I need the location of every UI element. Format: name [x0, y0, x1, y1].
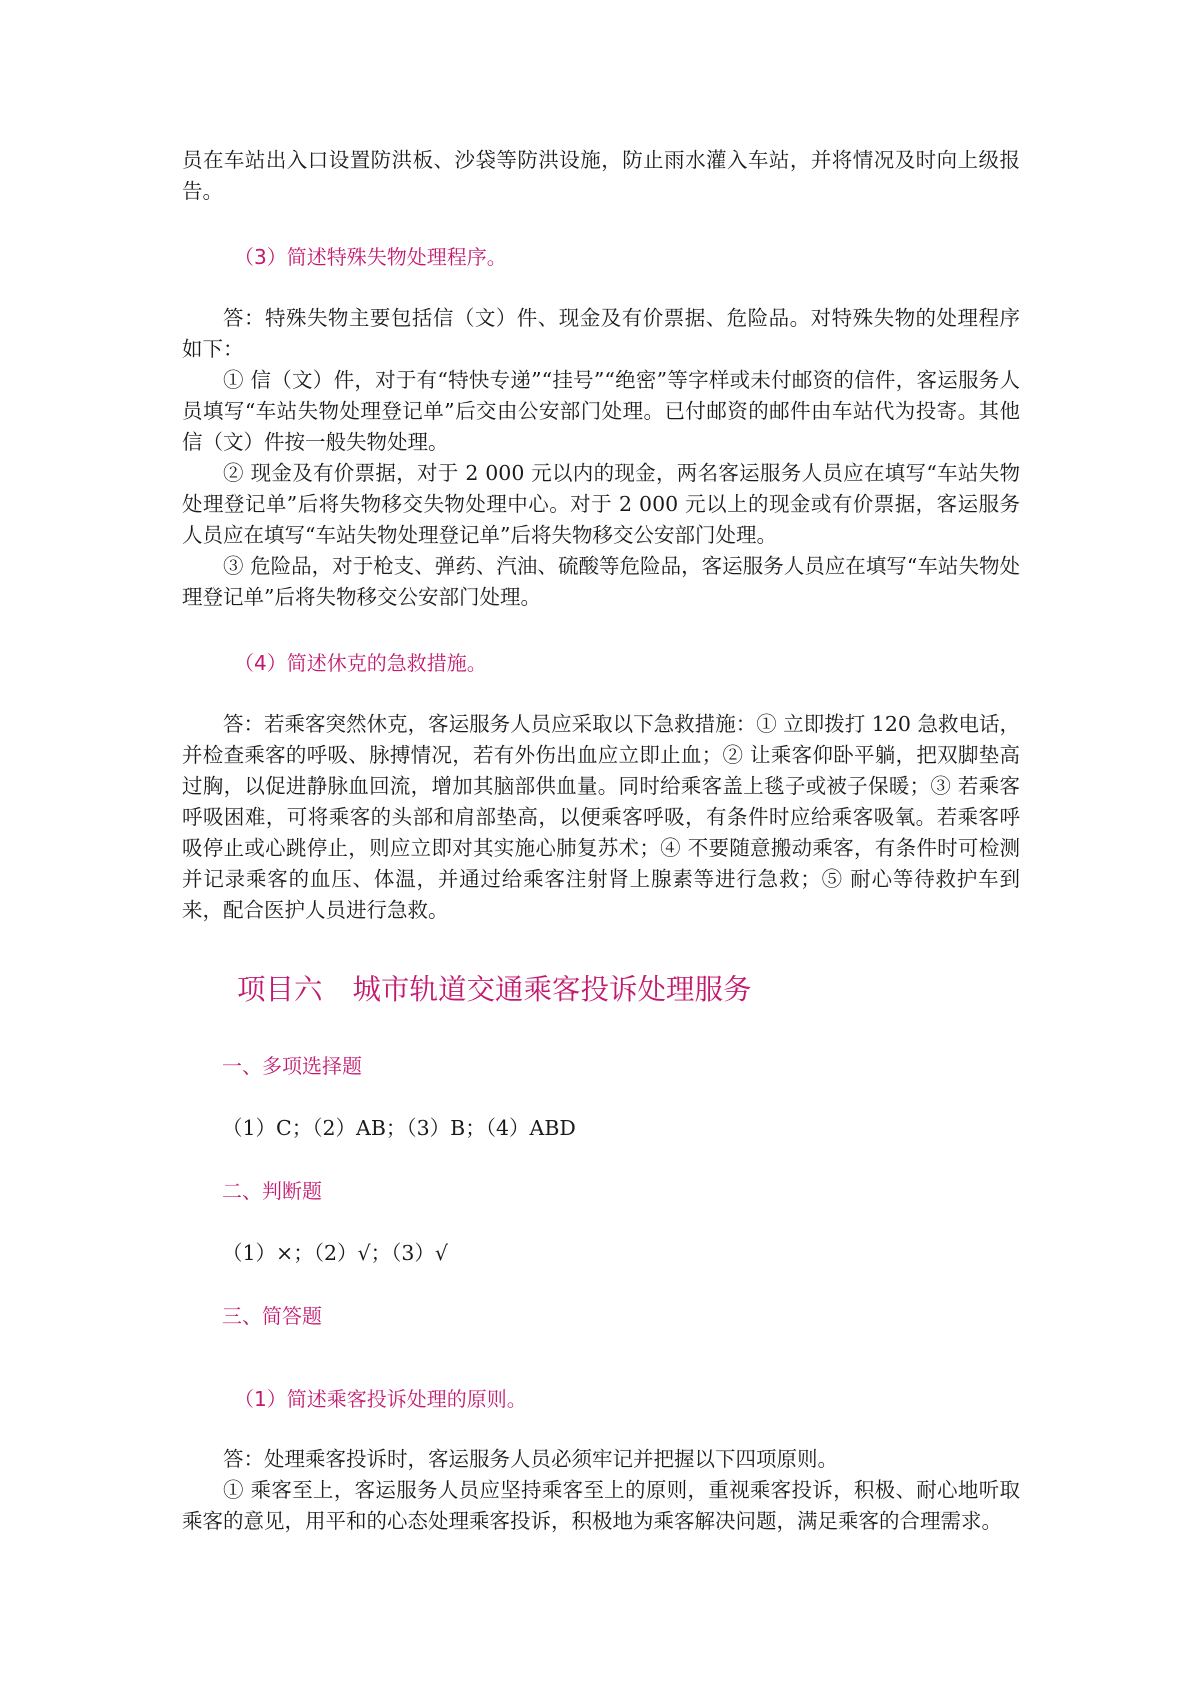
q4-title: （4）简述休克的急救措施。: [234, 651, 487, 675]
q3-answer-intro: 答：特殊失物主要包括信（文）件、现金及有价票据、危险品。对特殊失物的处理程序如下：: [182, 306, 1020, 361]
project-heading-title: 城市轨道交通乘客投诉处理服务: [352, 973, 752, 1006]
section1-title: 一、多项选择题: [222, 1054, 362, 1078]
section1-answers: （1）C；（2）AB；（3）B；（4）ABD: [222, 1116, 576, 1140]
q3-answer-item-1: ① 信（文）件，对于有“特快专递”“挂号”“绝密”等字样或未付邮资的信件，客运服务人员填写“车站失物处理登记单”后交由公安部门处理。已付邮资的邮件由车站代为投寄。其他信（文）件按一般失物处理。: [182, 368, 1020, 454]
section3-title: 三、简答题: [222, 1304, 322, 1328]
q3-answer-item-3: ③ 危险品，对于枪支、弹药、汽油、硫酸等危险品，客运服务人员应在填写“车站失物处理登记单”后将失物移交公安部门处理。: [182, 554, 1020, 609]
q4-answer: 答：若乘客突然休克，客运服务人员应采取以下急救措施：① 立即拨打 120 急救电话，并检查乘客的呼吸、脉搏情况，若有外伤出血应立即止血；② 让乘客仰卧平躺，把双脚垫高过胸，以促进静脉血回流，增加其脑部供血量。同时给乘客盖上毯子或被子保暖；③ 若乘客呼吸困难，可将乘客的头部和肩部垫高，以便乘客呼吸，有条件时应给乘客吸氧。若乘客呼吸停止或心跳停止，则应立即对其实施心肺复苏术；④ 不要随意搬动乘客，有条件时可检测并记录乘客的血压、体温，并通过给乘客注射肾上腺素等进行急救；⑤ 耐心等待救护车到来，配合医护人员进行急救。: [182, 712, 1020, 922]
s3q1-answer-item-1: ① 乘客至上，客运服务人员应坚持乘客至上的原则，重视乘客投诉，积极、耐心地听取乘客的意见，用平和的心态处理乘客投诉，积极地为乘客解决问题，满足乘客的合理需求。: [182, 1478, 1020, 1533]
s3q1-answer-intro: 答：处理乘客投诉时，客运服务人员必须牢记并把握以下四项原则。: [223, 1447, 838, 1471]
project-heading-number: 项目六: [237, 973, 323, 1006]
s3q1-title: （1）简述乘客投诉处理的原则。: [234, 1387, 527, 1411]
q3-answer-item-2: ② 现金及有价票据，对于 2 000 元以内的现金，两名客运服务人员应在填写“车站失物处理登记单”后将失物移交失物处理中心。对于 2 000 元以上的现金或有价票据，客运服务人员应在填写“车站失物处理登记单”后将失物移交公安部门处理。: [182, 461, 1020, 547]
q3-title: （3）简述特殊失物处理程序。: [234, 245, 507, 269]
section2-answers: （1）×；（2）√；（3）√: [222, 1241, 448, 1265]
project-heading: [237, 970, 752, 1010]
section2-title: 二、判断题: [222, 1179, 322, 1203]
intro-paragraph: 员在车站出入口设置防洪板、沙袋等防洪设施，防止雨水灌入车站，并将情况及时向上级报告。: [182, 148, 1020, 203]
